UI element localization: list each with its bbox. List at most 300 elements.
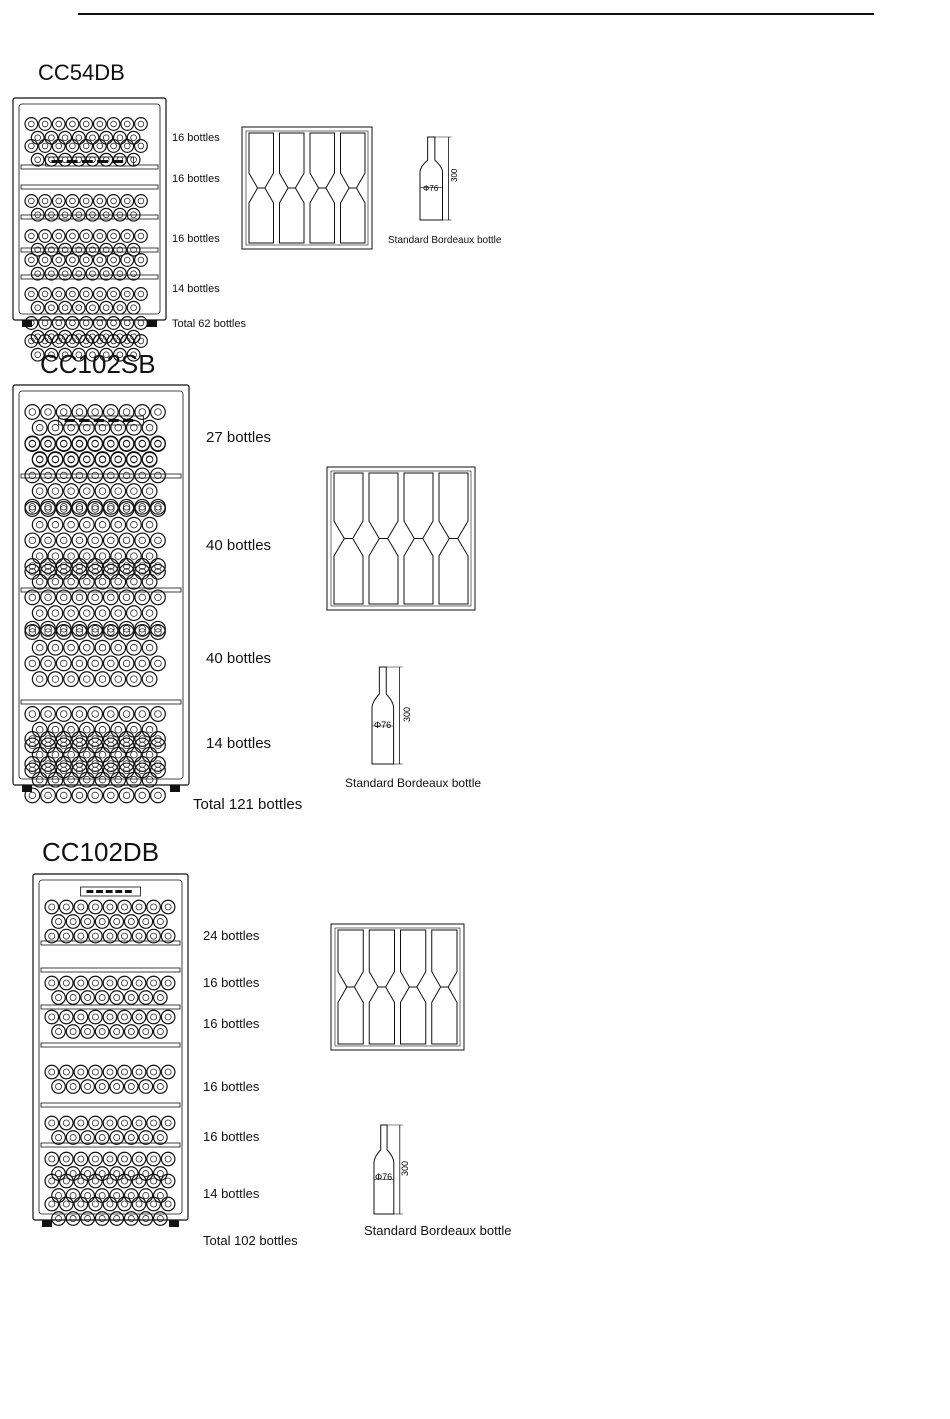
bottle-end [135, 230, 148, 243]
panel-display-segment [96, 890, 103, 893]
bottle-end [88, 437, 103, 452]
bottle-cork [123, 660, 130, 667]
bottle-end [72, 732, 87, 747]
bottle-end [66, 140, 79, 153]
bottle-cork [107, 980, 113, 986]
bottle-end [154, 991, 168, 1005]
bottle-end [41, 656, 56, 671]
bottle-end [25, 118, 38, 131]
bottle-cork [49, 1201, 55, 1207]
bottle-end [79, 747, 94, 762]
bottle-cork [45, 594, 52, 601]
bottle-outline [249, 133, 274, 188]
bottle-cork [138, 257, 144, 263]
bottle-end [135, 140, 148, 153]
bottle-end [147, 976, 161, 990]
bottle-end [118, 900, 132, 914]
bottle-cork [83, 121, 89, 127]
bottle-end [48, 722, 63, 737]
bottle-cork [68, 578, 75, 585]
bottle-cork [107, 904, 113, 910]
bottle-cork [123, 792, 130, 799]
bottle-cork [42, 198, 48, 204]
bottle-end [72, 533, 87, 548]
bottle-cork [151, 1120, 157, 1126]
bottle-cork [36, 521, 43, 528]
bottle-outline [369, 987, 394, 1044]
bottle-end [74, 1065, 88, 1079]
bottle-outline [338, 930, 363, 987]
bottle-cork [83, 488, 90, 495]
bottle-cork [70, 257, 76, 263]
bottle-cork [157, 1215, 163, 1221]
bottle-cork [121, 1014, 127, 1020]
bottle-cork [107, 1120, 113, 1126]
bottle-end [48, 747, 63, 762]
bottle-end [95, 1189, 109, 1203]
bottle-cork [151, 1014, 157, 1020]
bottle-cork [115, 521, 122, 528]
bottle-cork [136, 1120, 142, 1126]
bottle-cork [128, 1083, 134, 1089]
bottle-cork [83, 143, 89, 149]
bottle-end [119, 788, 134, 803]
bottle-end [59, 301, 72, 314]
bottle-end [56, 738, 71, 753]
bottle-cork [99, 994, 105, 1000]
bottle-cork [45, 441, 52, 448]
bottle-cork [165, 980, 171, 986]
bottle-end [80, 230, 93, 243]
bottle-end [142, 672, 157, 687]
bottle-outline [280, 133, 305, 188]
bottle-end [132, 976, 146, 990]
bottle-cork [115, 456, 122, 463]
bottle-cork [117, 305, 123, 311]
bottle-end [41, 405, 56, 420]
bottle-cork [111, 198, 117, 204]
bottle-end [151, 732, 166, 747]
bottle-end [161, 1174, 175, 1188]
bottle-end [66, 991, 80, 1005]
bottle-cork [83, 233, 89, 239]
bottle-cork [63, 1069, 69, 1075]
bottle-cork [70, 233, 76, 239]
model-title: CC102DB [42, 837, 160, 867]
bottle-end [66, 317, 79, 330]
bottle-end [94, 254, 107, 267]
bottle-cork [83, 456, 90, 463]
bottle-end [80, 254, 93, 267]
bottle-cork [128, 1215, 134, 1221]
bottle-end [111, 517, 126, 532]
bottle-end [135, 656, 150, 671]
bottle-end [135, 437, 150, 452]
bottle-end [154, 1131, 168, 1145]
bottle-outline [369, 930, 394, 987]
bottle-cork [28, 198, 34, 204]
bottle-end [127, 574, 142, 589]
bottle-end [64, 484, 79, 499]
shelf-rail [41, 1103, 180, 1107]
bottle-cork [36, 456, 43, 463]
shelf-layout-diagram [241, 126, 373, 250]
bottle-end [56, 533, 71, 548]
bottle-cork [99, 918, 105, 924]
shelf-layout-diagram [330, 923, 465, 1051]
bottle-cork [83, 198, 89, 204]
bottle-cork [131, 456, 138, 463]
bottle-end [79, 574, 94, 589]
bottle-cork [136, 1014, 142, 1020]
bottle-end [89, 1152, 103, 1166]
bottle-cork [114, 994, 120, 1000]
bottle-cork [155, 440, 162, 447]
bottle-end [56, 763, 71, 778]
bottle-cork [83, 291, 89, 297]
bottle-cork [143, 994, 149, 1000]
bottle-end [89, 1010, 103, 1024]
bottle-cork [92, 441, 99, 448]
bottle-end [60, 1116, 74, 1130]
bottle-end [32, 640, 47, 655]
bottle-cork [123, 711, 130, 718]
bottle-end [48, 574, 63, 589]
bottle-cork [52, 644, 59, 651]
bottle-cork [151, 1201, 157, 1207]
bottle-end [142, 722, 157, 737]
bottle-outline [401, 987, 426, 1044]
bottle-cork [56, 121, 62, 127]
bottle-outline [310, 188, 335, 243]
bottle-cork [92, 980, 98, 986]
bottle-cork [36, 676, 43, 683]
bottle-cork [121, 1156, 127, 1162]
bottle-cork [78, 904, 84, 910]
bottle-cork [70, 1215, 76, 1221]
bottle-cork [56, 233, 62, 239]
bottle-end [74, 1010, 88, 1024]
bottle-cork [76, 440, 83, 447]
bottle-cork [60, 440, 67, 447]
bottle-cork [52, 610, 59, 617]
bottle-end [66, 254, 79, 267]
bottle-end [39, 140, 52, 153]
bottle-end [119, 763, 134, 778]
bottle-end [132, 1065, 146, 1079]
bottle-end [56, 732, 71, 747]
bottle-end [127, 549, 142, 564]
bottle-cork [85, 1215, 91, 1221]
bottle-cork [36, 424, 43, 431]
bottle-cork [29, 409, 36, 416]
bottle-cork [63, 1120, 69, 1126]
bottle-end [52, 195, 65, 208]
bottle-cork [92, 933, 98, 939]
bottle-caption: Standard Bordeaux bottle [345, 776, 482, 790]
bottle-end [45, 1152, 59, 1166]
bottle-end [161, 1065, 175, 1079]
bottle-end [41, 732, 56, 747]
shelf-rail [21, 185, 158, 189]
bottle-end [104, 533, 119, 548]
bottle-end [94, 195, 107, 208]
bottle-cork [131, 488, 138, 495]
bottle-cork [136, 1178, 142, 1184]
bottle-cork [146, 676, 153, 683]
bottle-cork [124, 320, 130, 326]
bottle-cork [107, 1069, 113, 1075]
bottle-cork [124, 291, 130, 297]
bottle-cork [85, 1192, 91, 1198]
bottle-end [132, 900, 146, 914]
bottle-end [39, 317, 52, 330]
bottle-outline [404, 473, 433, 539]
bottle-end [127, 722, 142, 737]
total-capacity-label: Total 121 bottles [193, 796, 303, 813]
bottle-cork [136, 933, 142, 939]
bottle-end [39, 230, 52, 243]
bottle-cork [76, 711, 83, 718]
bottle-cork [157, 1134, 163, 1140]
bottle-cork [115, 610, 122, 617]
bottle-end [121, 288, 134, 301]
bottle-end [121, 118, 134, 131]
bottle-cork [68, 456, 75, 463]
bottle-cork [83, 676, 90, 683]
bottle-cork [138, 320, 144, 326]
bottle-end [119, 738, 134, 753]
bottle-cork [70, 1083, 76, 1089]
bottle-end [48, 452, 63, 467]
bottle-cork [52, 726, 59, 733]
bottle-cork [99, 456, 106, 463]
bottle-cork [49, 904, 55, 910]
bottle-end [45, 1197, 59, 1211]
panel-display-segment [115, 890, 122, 893]
bottle-end [103, 1116, 117, 1130]
bottle-cork [76, 135, 82, 141]
bottle-end [142, 420, 157, 435]
bottle-end [88, 738, 103, 753]
bottle-end [45, 301, 58, 314]
bottle-cork [97, 121, 103, 127]
bottle-cork [136, 980, 142, 986]
bottle-cork [36, 610, 43, 617]
bottle-end [100, 301, 113, 314]
cabinet-foot [22, 320, 32, 327]
bottle-end [72, 757, 87, 772]
bottle-end [79, 672, 94, 687]
bottle-cork [128, 918, 134, 924]
bottle-cork [36, 751, 43, 758]
bottle-cork [136, 1201, 142, 1207]
bottle-cork [36, 553, 43, 560]
bottle-cork [78, 933, 84, 939]
bottle-end [114, 131, 127, 144]
bottle-end [135, 763, 150, 778]
bottle-cork [52, 424, 59, 431]
bottle-cork [136, 1069, 142, 1075]
bottle-end [151, 763, 166, 778]
bottle-end [147, 1065, 161, 1079]
bottle-cork [107, 933, 113, 939]
bottle-end [60, 1065, 74, 1079]
bottle-cork [52, 676, 59, 683]
bottle-cork [49, 1178, 55, 1184]
bottle-end [52, 1025, 66, 1039]
bottle-end [31, 301, 44, 314]
bottle-cork [92, 711, 99, 718]
bottle-cork [131, 521, 138, 528]
bottle-cork [121, 1069, 127, 1075]
bottle-end [79, 549, 94, 564]
bottle-cork [42, 320, 48, 326]
bottle-cork [123, 594, 130, 601]
bottle-end [135, 732, 150, 747]
bottle-cork [131, 305, 137, 311]
bottle-cork [83, 610, 90, 617]
header-rule [78, 13, 874, 15]
bottle-end [66, 195, 79, 208]
bottle-end [114, 301, 127, 314]
bottle-end [79, 606, 94, 621]
bottle-cork [55, 1134, 61, 1140]
bottle-cork [55, 1083, 61, 1089]
bottle-cork [36, 456, 43, 463]
bottle-cork [56, 257, 62, 263]
bottle-end [25, 437, 40, 452]
bottle-end [111, 722, 126, 737]
total-capacity-label: Total 102 bottles [203, 1233, 298, 1248]
bottle-cork [60, 660, 67, 667]
bottle-end [127, 606, 142, 621]
bottle-cork [108, 537, 115, 544]
bottle-end [72, 437, 87, 452]
bottle-end [32, 517, 47, 532]
shelf-rail [21, 700, 181, 704]
bottle-cork [55, 994, 61, 1000]
bottle-height-label: 300 [402, 706, 412, 722]
bottle-end [64, 722, 79, 737]
bottle-cork [36, 644, 43, 651]
bottle-cork [83, 553, 90, 560]
bottle-cork [99, 456, 106, 463]
bottle-caption: Standard Bordeaux bottle [364, 1223, 512, 1238]
bottle-end [52, 915, 66, 929]
bottle-end [66, 1131, 80, 1145]
bottle-cork [83, 578, 90, 585]
bottle-end [25, 738, 40, 753]
bottle-cork [76, 660, 83, 667]
bottle-end [64, 452, 79, 467]
bottle-cork [146, 610, 153, 617]
bottle-cork [49, 980, 55, 986]
bottle-end [48, 517, 63, 532]
bottle-end [45, 1010, 59, 1024]
bottle-cork [108, 441, 115, 448]
bottle-diameter-label: Φ76 [423, 184, 439, 193]
bottle-cork [99, 521, 106, 528]
bottle-end [89, 976, 103, 990]
bottle-end [127, 131, 140, 144]
bottle-end [135, 317, 148, 330]
bottle-end [95, 1080, 109, 1094]
bottle-cork [52, 456, 59, 463]
bottle-cork [155, 594, 162, 601]
bottle-end [119, 732, 134, 747]
bottle-end [107, 254, 120, 267]
bottle-end [154, 1080, 168, 1094]
shelf-capacity-label: 24 bottles [203, 928, 260, 943]
bottle-end [32, 606, 47, 621]
bottle-end [74, 1197, 88, 1211]
bottle-end [151, 788, 166, 803]
bottle-cork [92, 1014, 98, 1020]
bottle-cork [111, 143, 117, 149]
bottle-end [132, 1116, 146, 1130]
bordeaux-bottle-icon [370, 666, 418, 766]
bottle-cork [83, 456, 90, 463]
bottle-end [81, 1189, 95, 1203]
bottle-end [142, 517, 157, 532]
bottle-end [95, 672, 110, 687]
bottle-cork [97, 320, 103, 326]
bottle-cork [60, 711, 67, 718]
bottle-end [52, 254, 65, 267]
bottle-cork [83, 726, 90, 733]
bottle-end [89, 1197, 103, 1211]
bottle-end [60, 1010, 74, 1024]
bottle-cork [99, 644, 106, 651]
bottle-cork [131, 751, 138, 758]
bottle-cork [151, 1178, 157, 1184]
bottle-cork [121, 980, 127, 986]
bottle-end [60, 1152, 74, 1166]
bottle-end [52, 230, 65, 243]
bottle-end [121, 140, 134, 153]
bottle-end [52, 1131, 66, 1145]
bottle-end [154, 1189, 168, 1203]
bottle-end [94, 288, 107, 301]
bottle-end [118, 1197, 132, 1211]
bordeaux-bottle-icon [372, 1124, 416, 1216]
bottle-end [31, 131, 44, 144]
bottle-cork [143, 1083, 149, 1089]
bottle-end [25, 195, 38, 208]
bottle-end [132, 1010, 146, 1024]
bottle-cork [49, 305, 55, 311]
bottle-end [45, 1065, 59, 1079]
bottle-end [110, 1025, 124, 1039]
bottle-end [127, 301, 140, 314]
bottle-outline [401, 930, 426, 987]
bottle-end [56, 656, 71, 671]
bottle-end [81, 1131, 95, 1145]
bottle-end [94, 317, 107, 330]
bottle-end [88, 763, 103, 778]
bottle-cork [128, 994, 134, 1000]
shelf-capacity-label: 14 bottles [206, 735, 272, 752]
bottle-cork [131, 644, 138, 651]
bottle-cork [56, 198, 62, 204]
bottle-end [142, 747, 157, 762]
bottle-end [139, 915, 153, 929]
bottle-cork [111, 233, 117, 239]
bottle-cork [114, 1215, 120, 1221]
bottle-end [107, 118, 120, 131]
bottle-cork [68, 676, 75, 683]
